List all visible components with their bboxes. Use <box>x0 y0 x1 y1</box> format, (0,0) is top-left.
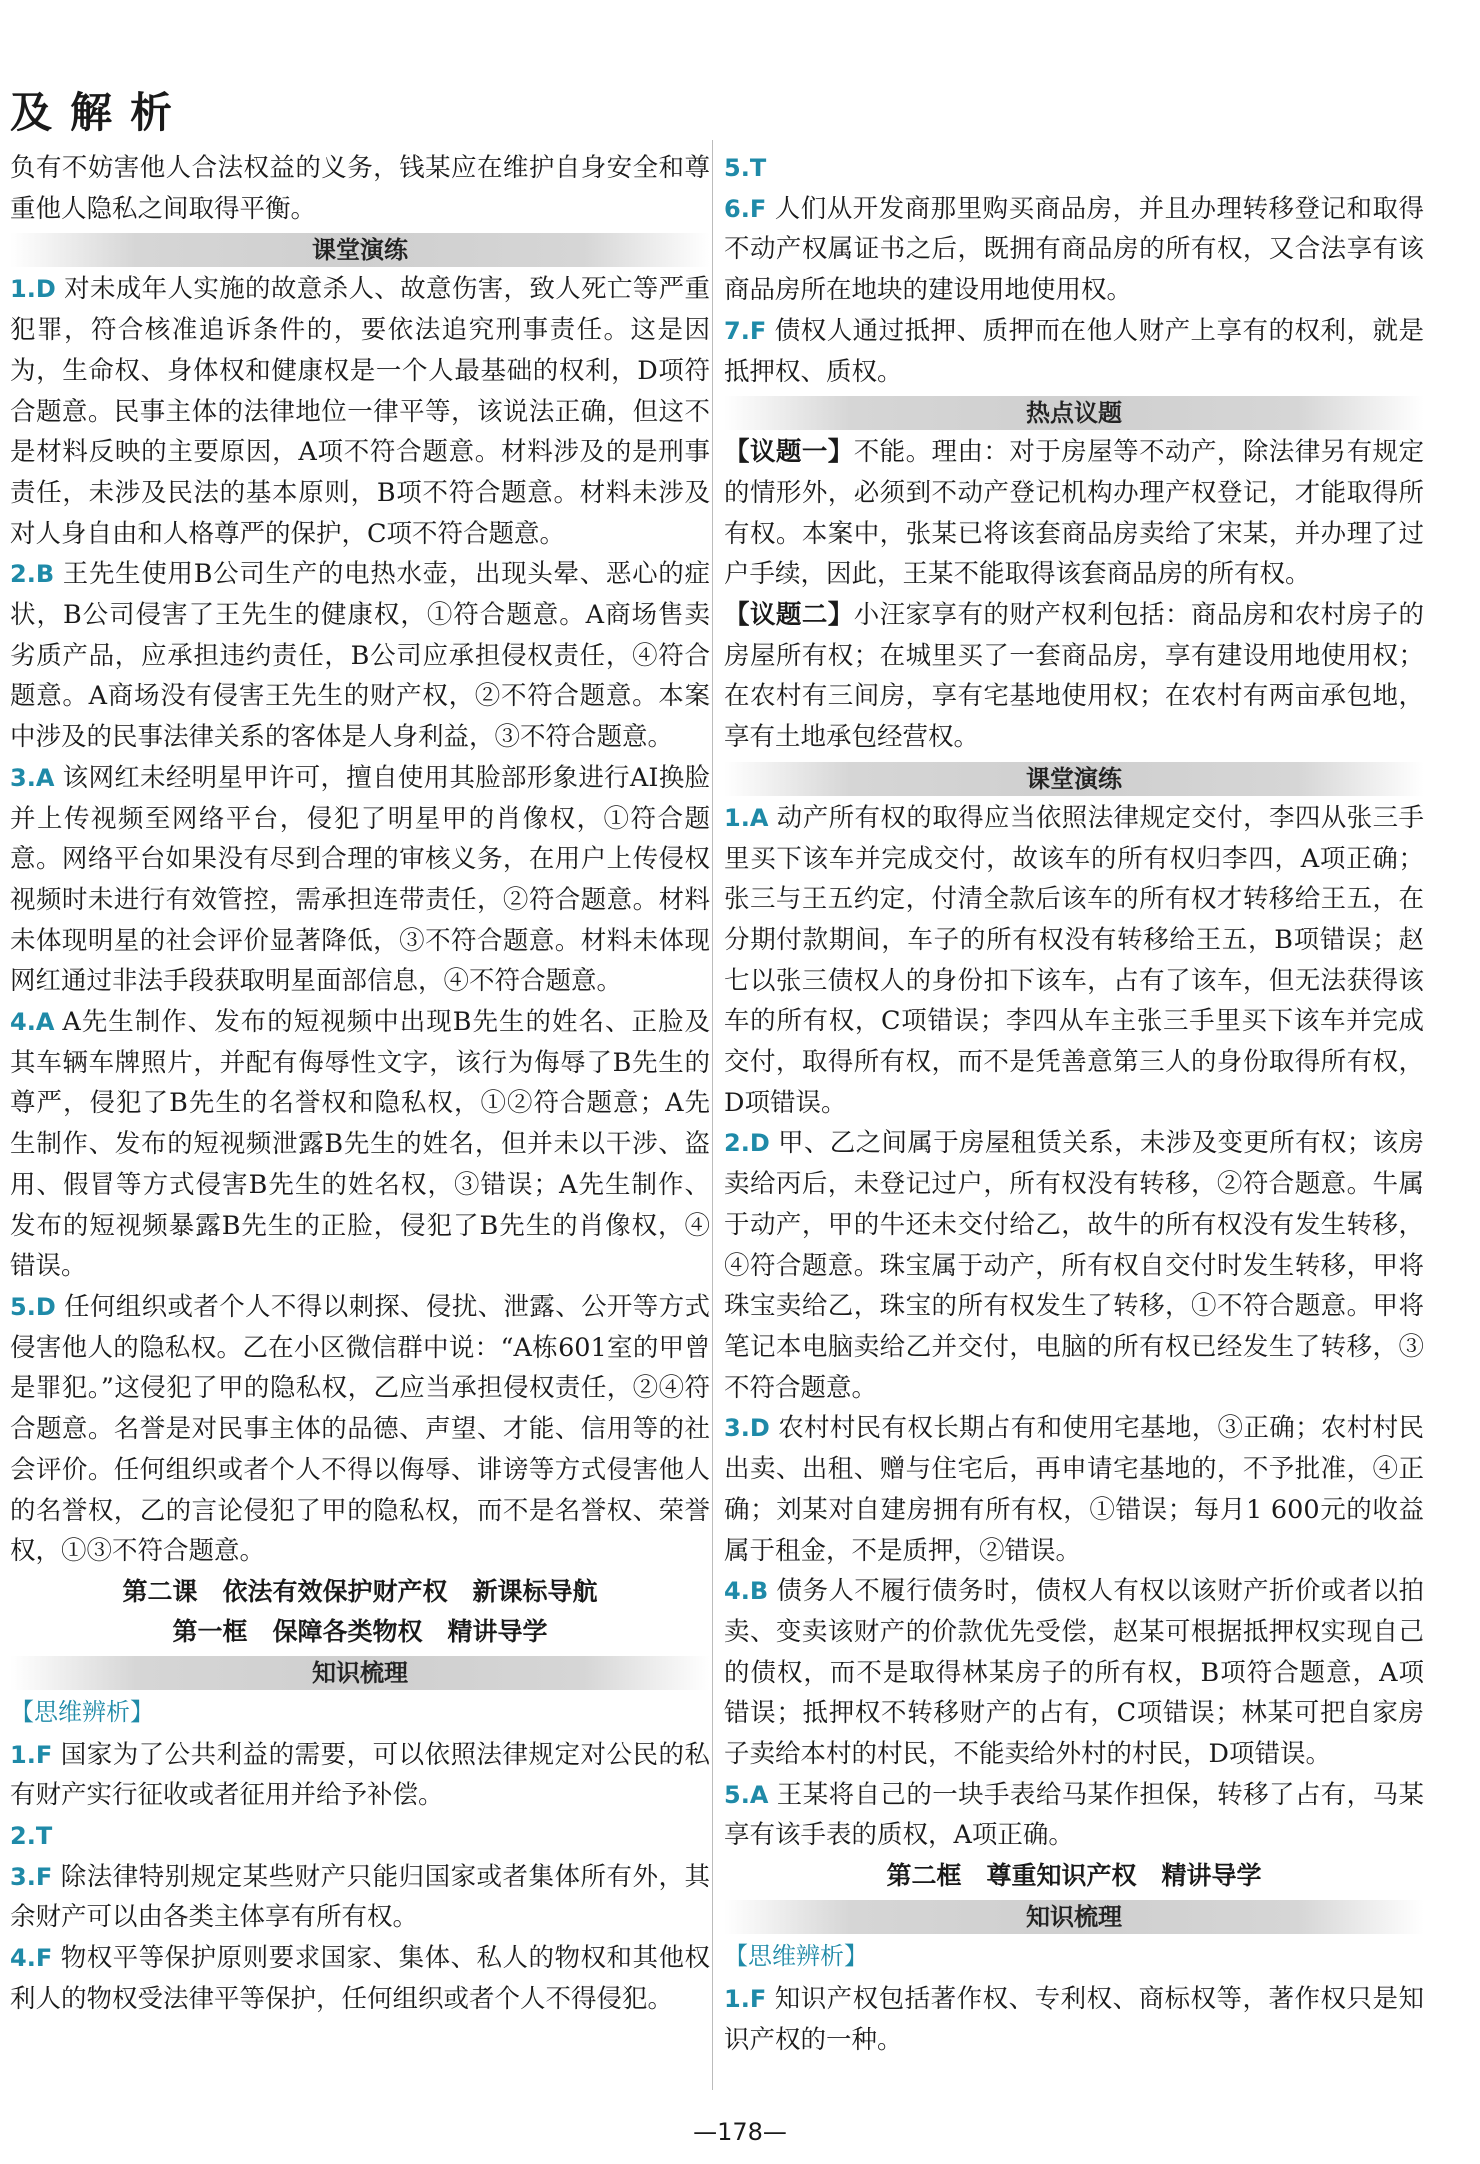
section-banner-practice: 课堂演练 <box>724 762 1424 796</box>
thinking-analysis-tag: 【思维辨析】 <box>724 1942 868 1971</box>
thinking-analysis-tag: 【思维辨析】 <box>10 1697 154 1726</box>
answer-number: 1.D <box>10 275 56 304</box>
page-header: 及解析 <box>10 88 191 137</box>
topic-one <box>724 432 1424 595</box>
answer-item <box>724 1979 1424 2060</box>
answer-text: 债权人通过抵押、质押而在他人财产上享有的权利，就是抵押权、质权。 <box>724 315 1424 387</box>
answer-text: A先生制作、发布的短视频中出现B先生的姓名、正脸及其车辆车牌照片，并配有侮辱性文字，该行为侮辱了B先生的尊严，侵犯了B先生的名誉权和隐私权，①②符合题意；A先生制作、发布的短视频泄露B先生的姓名，但并未以干涉、盗用、假冒等方式侵害B先生的姓名权，③错误；A先生制作、发布的短视频暴露B先生的正脸，侵犯了B先生的肖像权，④错误。 <box>10 1007 710 1282</box>
answer-text: 除法律特别规定某些财产只能归国家或者集体所有外，其余财产可以由各类主体享有所有权。 <box>10 1861 710 1933</box>
answer-number: 2.D <box>724 1129 770 1158</box>
answer-number: 1.F <box>10 1740 53 1769</box>
answer-text: 王先生使用B公司生产的电热水壶，出现头晕、恶心的症状，B公司侵害了王先生的健康权，①符合题意。A商场售卖劣质产品，应承担违约责任，B公司应承担侵权责任，④符合题意。A商场没有侵害王先生的财产权，②不符合题意。本案中涉及的民事法律关系的客体是人身利益，③不符合题意。 <box>10 559 710 753</box>
answer-number: 6.F <box>724 194 767 223</box>
answer-text: 国家为了公共利益的需要，可以依照法律规定对公民的私有财产实行征收或者征用并给予补偿。 <box>10 1739 710 1811</box>
answer-item <box>10 1735 710 1816</box>
answer-item <box>724 798 1424 1124</box>
answer-text: 农村村民有权长期占有和使用宅基地，③正确；农村村民出卖、出租、赠与住宅后，再申请宅基地的，不予批准，④正确；刘某对自建房拥有所有权，①错误；每月1 600元的收益属于租金，不是质押，②错误。 <box>724 1413 1424 1566</box>
answer-text: 甲、乙之间属于房屋租赁关系，未涉及变更所有权；该房卖给丙后，未登记过户，所有权没有转移，②符合题意。牛属于动产，甲的牛还未交付给乙，故牛的所有权没有发生转移，④符合题意。珠宝属于动产，所有权自交付时发生转移，甲将珠宝卖给乙，珠宝的所有权发生了转移，①不符合题意。甲将笔记本电脑卖给乙并交付，电脑的所有权已经发生了转移，③不符合题意。 <box>724 1128 1424 1403</box>
answer-item <box>10 1287 710 1572</box>
answer-text: 人们从开发商那里购买商品房，并且办理转移登记和取得不动产权属证书之后，既拥有商品房的所有权，又合法享有该商品房所在地块的建设用地使用权。 <box>724 193 1424 306</box>
topic-two-tag: 【议题二】 <box>724 600 854 631</box>
answer-item <box>724 1775 1424 1856</box>
answer-text: 物权平等保护原则要求国家、集体、私人的物权和其他权利人的物权受法律平等保护，任何组织或者个人不得侵犯。 <box>10 1943 710 2014</box>
answer-text: 对未成年人实施的故意杀人、故意伤害，致人死亡等严重犯罪，符合核准追诉条件的，要依法追究刑事责任。这是因为，生命权、身体权和健康权是一个人最基础的权利，D项符合题意。民事主体的法律地位一律平等，该说法正确，但这不是材料反映的主要原因，A项不符合题意。材料涉及的是刑事责任，未涉及民法的基本原则，B项不符合题意。材料未涉及对人身自由和人格尊严的保护，C项不符合题意。 <box>10 274 710 549</box>
answer-text: 知识产权包括著作权、专利权、商标权等，著作权只是知识产权的一种。 <box>724 1983 1424 2055</box>
answer-number: 5.D <box>10 1292 56 1321</box>
answer-number: 7.F <box>724 316 767 345</box>
answer-number: 1.F <box>724 1984 767 2013</box>
answer-item <box>724 189 1424 311</box>
answer-number: 4.B <box>724 1577 769 1606</box>
answer-item <box>10 1938 710 2019</box>
answer-item <box>724 148 1424 189</box>
answer-item <box>724 1571 1424 1775</box>
section-title: 第二框 尊重知识产权 精讲导学 <box>886 1861 1262 1891</box>
answer-item <box>724 1408 1424 1571</box>
answer-number: 3.D <box>724 1414 770 1443</box>
answer-item <box>10 1857 710 1938</box>
answer-item <box>724 311 1424 392</box>
right-column <box>724 148 1424 2060</box>
section-banner-knowledge: 知识梳理 <box>10 1656 710 1690</box>
column-divider <box>712 140 713 2090</box>
section-banner-knowledge: 知识梳理 <box>724 1900 1424 1934</box>
answer-number: 5.A <box>724 1780 769 1809</box>
answer-item <box>724 1123 1424 1408</box>
answer-number: 1.A <box>724 803 769 832</box>
answer-item <box>10 758 710 1002</box>
topic-two <box>724 595 1424 758</box>
answer-number: 3.A <box>10 763 55 792</box>
answer-item <box>10 269 710 554</box>
answer-item <box>10 1816 710 1857</box>
page-number: —178— <box>693 2118 787 2146</box>
answer-number: 2.T <box>10 1822 53 1851</box>
left-column <box>10 148 710 2020</box>
answer-text: 任何组织或者个人不得以刺探、侵扰、泄露、公开等方式侵害他人的隐私权。乙在小区微信群中说：“A栋601室的甲曾是罪犯。”这侵犯了甲的隐私权，乙应当承担侵权责任，②④符合题意。名誉是对民事主体的品德、声望、才能、信用等的社会评价。任何组织或者个人不得以侮辱、诽谤等方式侵害他人的名誉权，乙的言论侵犯了甲的隐私权，而不是名誉权、荣誉权，①③不符合题意。 <box>10 1291 710 1567</box>
answer-number: 4.A <box>10 1008 55 1037</box>
answer-number: 4.F <box>10 1944 53 1973</box>
answer-number: 5.T <box>724 154 767 182</box>
answer-item <box>10 554 710 758</box>
section-title: 第一框 保障各类物权 精讲导学 <box>172 1616 548 1646</box>
intro-paragraph: 负有不妨害他人合法权益的义务，钱某应在维护自身安全和尊重他人隐私之间取得平衡。 <box>10 153 710 224</box>
topic-one-tag: 【议题一】 <box>724 437 854 468</box>
topic-one-text: 不能。理由：对于房屋等不动产，除法律另有规定的情形外，必须到不动产登记机构办理产权登记，才能取得所有权。本案中，张某已将该套商品房卖给了宋某，并办理了过户手续，因此，王某不能取得该套商品房的所有权。 <box>724 437 1424 590</box>
answer-text: 动产所有权的取得应当依照法律规定交付，李四从张三手里买下该车并完成交付，故该车的所有权归李四，A项正确；张三与王五约定，付清全款后该车的所有权才转移给王五，在分期付款期间，车子的所有权没有转移给王五，B项错误；赵七以张三债权人的身份扣下该车，占有了该车，但无法获得该车的所有权，C项错误；李四从车主张三手里买下该车并完成交付，取得所有权，而不是凭善意第三人的身份取得所有权，D项错误。 <box>724 802 1424 1118</box>
section-banner-practice: 课堂演练 <box>10 233 710 267</box>
answer-item <box>10 1002 710 1287</box>
lesson-title: 第二课 依法有效保护财产权 新课标导航 <box>122 1576 598 1606</box>
section-banner-hot-topic: 热点议题 <box>724 396 1424 430</box>
answer-text: 该网红未经明星甲许可，擅自使用其脸部形象进行AI换脸并上传视频至网络平台，侵犯了明星甲的肖像权，①符合题意。网络平台如果没有尽到合理的审核义务，在用户上传侵权视频时未进行有效管控，需承担连带责任，②符合题意。材料未体现明星的社会评价显著降低，③不符合题意。材料未体现网红通过非法手段获取明星面部信息，④不符合题意。 <box>10 762 710 997</box>
answer-number: 2.B <box>10 560 55 589</box>
answer-text: 债务人不履行债务时，债权人有权以该财产折价或者以拍卖、变卖该财产的价款优先受偿，赵某可根据抵押权实现自己的债权，而不是取得林某房子的所有权，B项符合题意，A项错误；抵押权不转移财产的占有，C项错误；林某可把自家房子卖给本村的村民，不能卖给外村的村民，D项错误。 <box>724 1576 1424 1770</box>
answer-number: 3.F <box>10 1862 53 1891</box>
topic-two-text: 小汪家享有的财产权利包括：商品房和农村房子的房屋所有权；在城里买了一套商品房，享有建设用地使用权；在农村有三间房，享有宅基地使用权；在农村有两亩承包地，享有土地承包经营权。 <box>724 600 1424 753</box>
answer-text: 王某将自己的一块手表给马某作担保，转移了占有，马某享有该手表的质权，A项正确。 <box>724 1779 1424 1851</box>
